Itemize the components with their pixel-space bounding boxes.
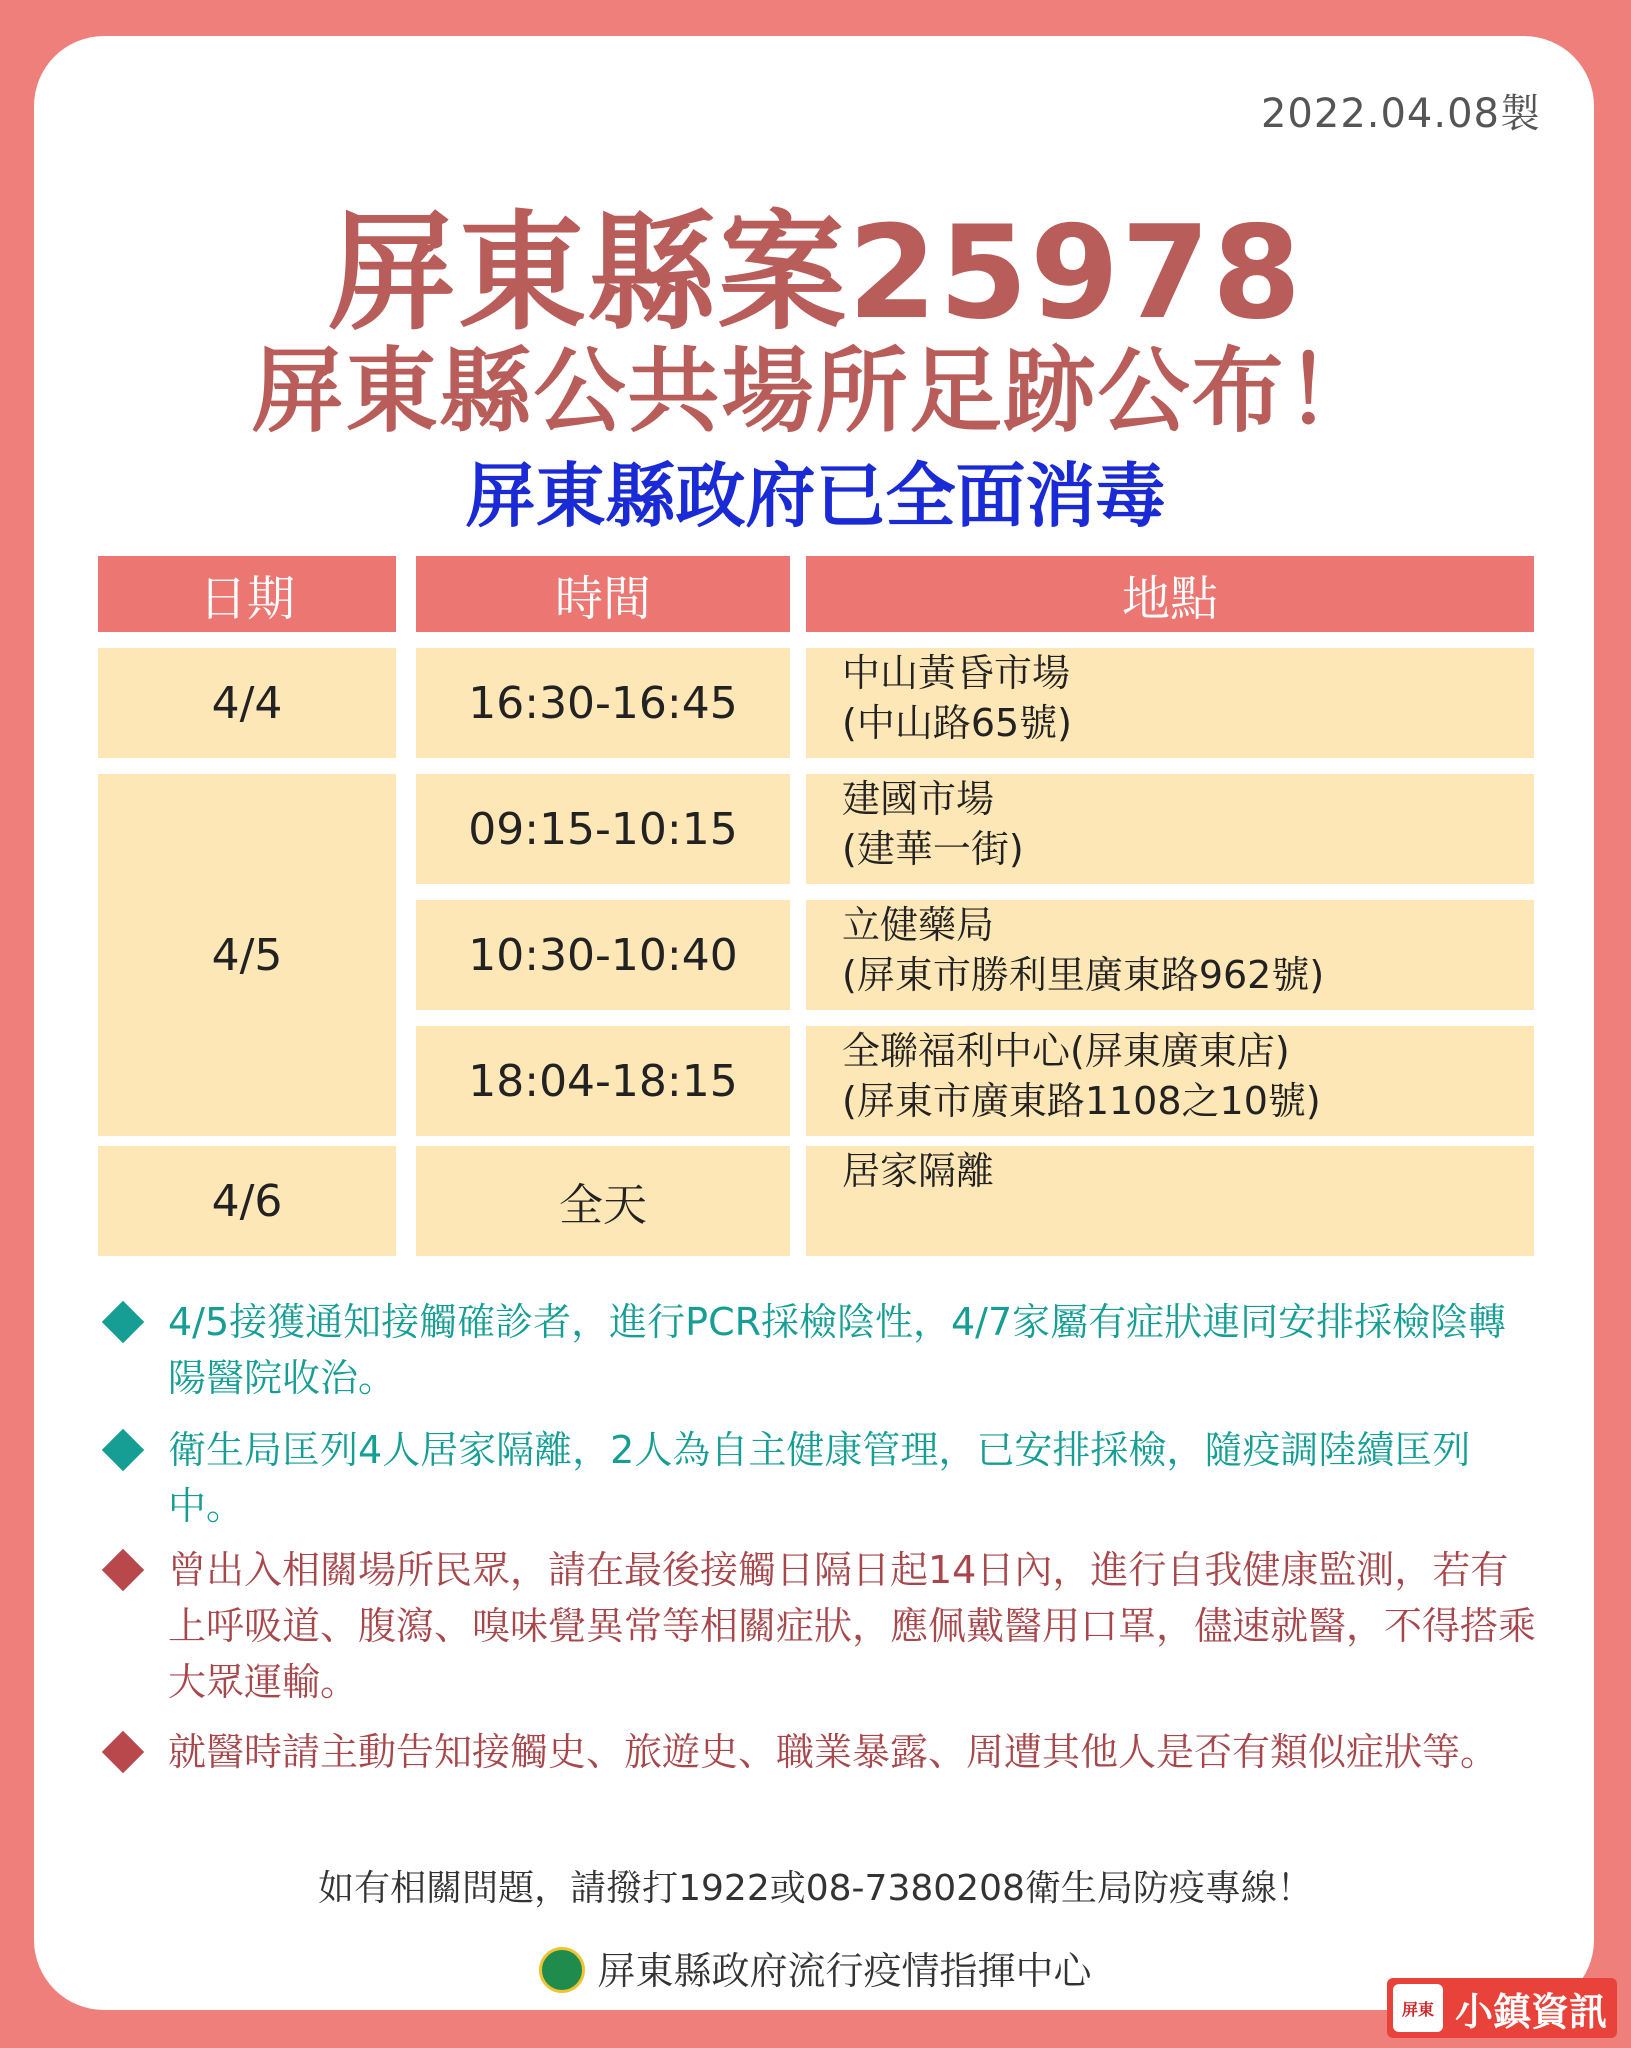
place-name: 居家隔離 [842,1149,995,1193]
place-address: (屏東市廣東路1108之10號) [842,1079,1321,1123]
place-cell [806,774,1534,884]
footer-org-name: 屏東縣政府流行疫情指揮中心 [597,1949,1092,1993]
brand-logo-icon: 屏東 [1393,1984,1443,2032]
place-cell [806,648,1534,758]
date-cell: 4/4 [98,648,396,758]
date-cell: 4/6 [98,1146,396,1256]
brand-name: 小鎮資訊 [1454,1989,1607,2034]
date-cell: 4/5 [98,774,396,1136]
place-name: 建國市場 [842,777,995,821]
time-cell: 09:15-10:15 [416,774,790,884]
time-cell: 18:04-18:15 [416,1026,790,1136]
time-cell: 16:30-16:45 [416,648,790,758]
place-address: (中山路65號) [842,701,1073,745]
header-place: 地點 [806,556,1534,632]
government-emblem-icon [539,1947,585,1993]
place-name: 全聯福利中心(屏東廣東店) [842,1029,1290,1073]
disinfected-subtitle: 屏東縣政府已全面消毒 [465,455,1166,537]
place-cell [806,900,1534,1010]
place-address: (建華一街) [842,827,1024,871]
made-date: 2022.04.08製 [1260,91,1541,137]
header-date: 日期 [98,556,396,632]
place-name: 立健藥局 [842,903,995,947]
time-cell: 10:30-10:40 [416,900,790,1010]
place-name: 中山黃昏市場 [842,651,1071,695]
brand-watermark [1387,1978,1617,2038]
place-cell [806,1146,1534,1256]
time-cell: 全天 [416,1146,790,1256]
place-address: (屏東市勝利里廣東路962號) [842,953,1325,997]
case-title: 屏東縣案25978 [327,199,1304,348]
hotline-text: 如有相關問題，請撥打1922或08-7380208衛生局防疫專線！ [318,1868,1313,1909]
header-time: 時間 [416,556,790,632]
footprint-title: 屏東縣公共場所足跡公布！ [251,338,1380,445]
place-cell [806,1026,1534,1136]
